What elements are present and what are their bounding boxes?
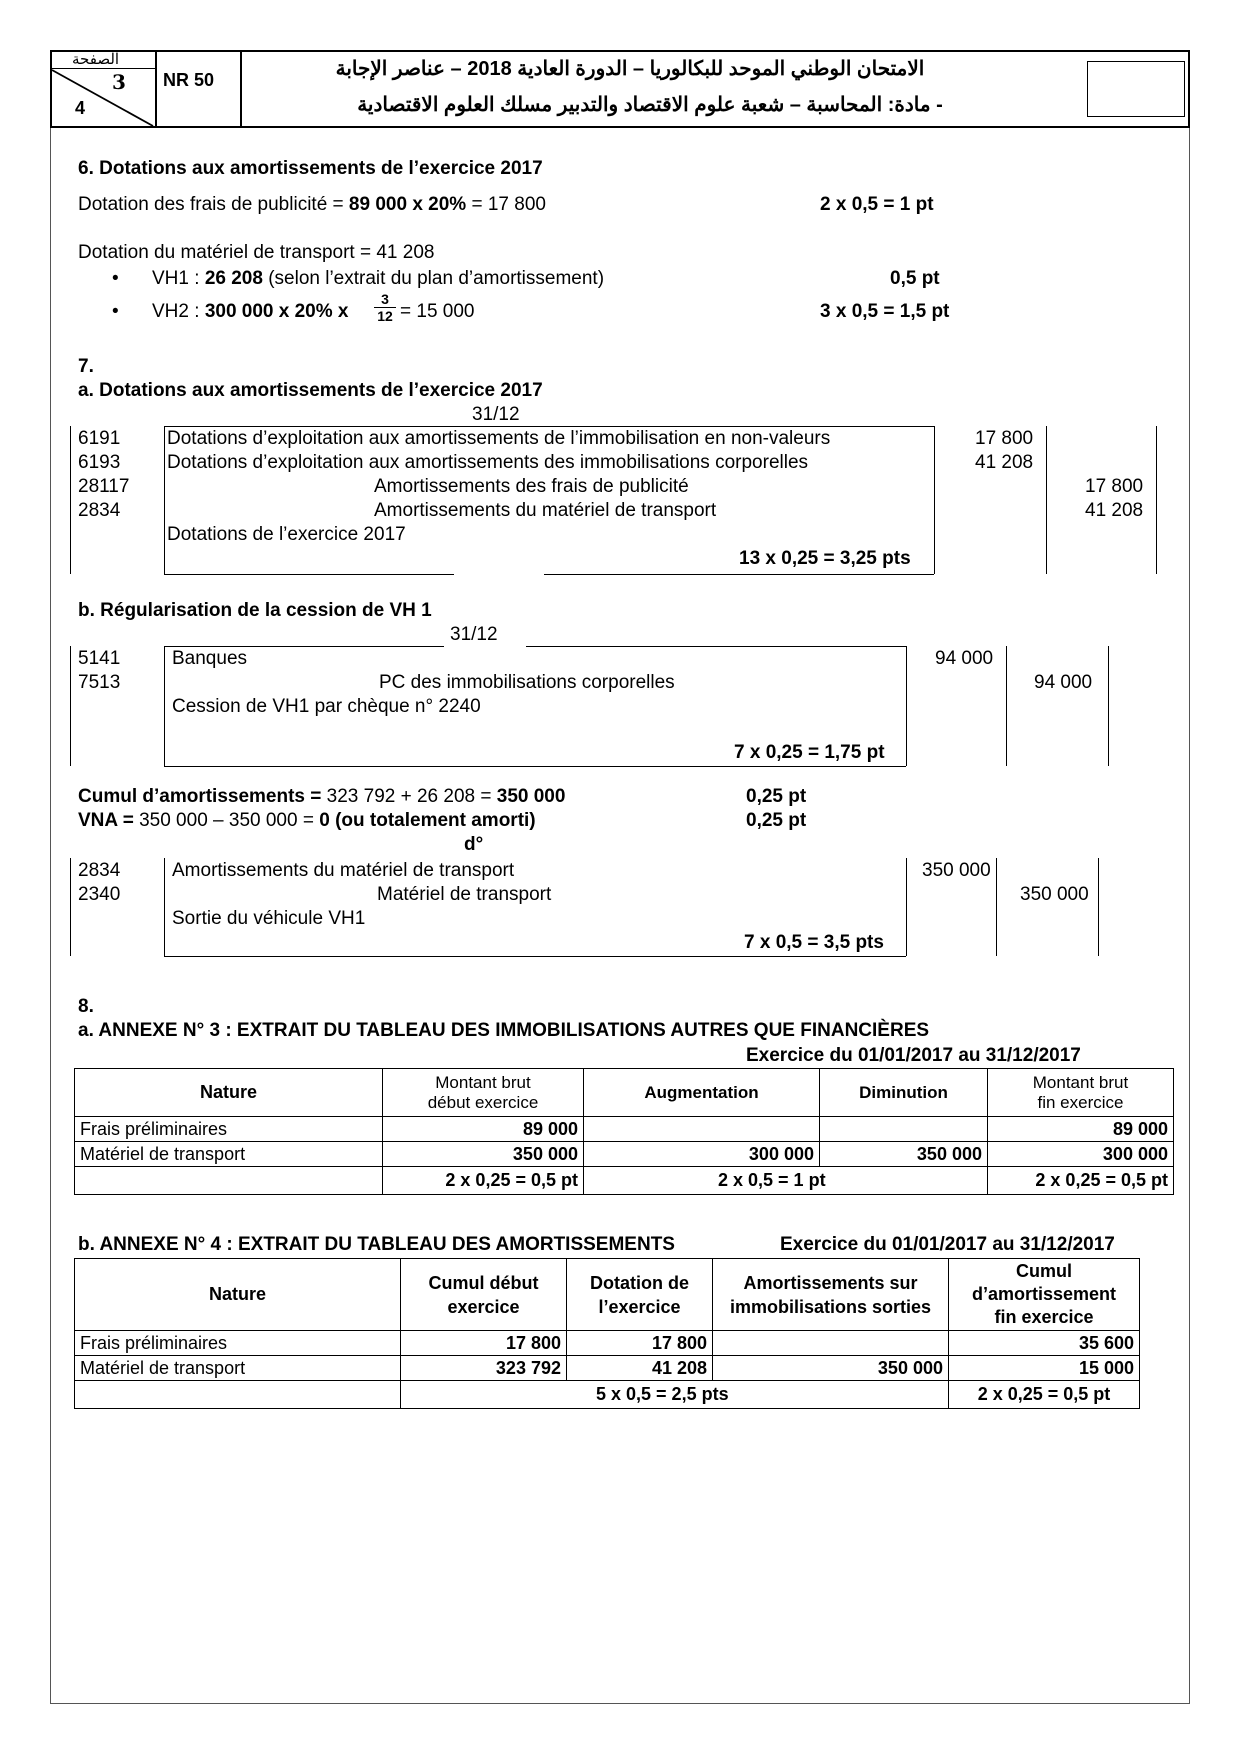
table-header: Dotation de l’exercice xyxy=(567,1259,713,1331)
journal-debit: 41 208 xyxy=(975,452,1034,473)
journal-debit: 94 000 xyxy=(935,648,994,669)
journal-line xyxy=(526,646,906,647)
journal-line xyxy=(164,574,454,575)
table-row xyxy=(75,1117,1174,1142)
journal-line xyxy=(164,426,934,427)
journal-label: Dotations d’exploitation aux amortissements des immobilisations corporelles xyxy=(167,452,809,473)
journal-label: Banques xyxy=(172,648,248,669)
table-cell xyxy=(75,1381,401,1409)
table-cell: 323 792 xyxy=(401,1356,567,1381)
annex3-table xyxy=(74,1068,1174,1195)
journal-account: 2340 xyxy=(78,884,121,905)
exam-code: NR 50 xyxy=(163,70,215,90)
table-points: 2 x 0,25 = 0,5 pt xyxy=(988,1167,1174,1195)
header-divider xyxy=(155,50,157,128)
table-cell: 89 000 xyxy=(988,1117,1174,1142)
table-cell xyxy=(713,1331,949,1356)
table-cell: 41 208 xyxy=(567,1356,713,1381)
journal-description: Dotations de l’exercice 2017 xyxy=(167,524,406,545)
q6-line2: Dotation du matériel de transport = 41 208 xyxy=(78,242,435,263)
journal-line xyxy=(934,426,935,574)
q6-vh2-result: = 15 000 xyxy=(400,301,475,322)
table-points-row xyxy=(75,1381,1140,1409)
cumul-points: 0,25 pt xyxy=(746,786,807,807)
journal-line xyxy=(164,426,165,574)
q6-vh1: VH1 : 26 208 (selon l’extrait du plan d’amortissement) xyxy=(152,268,605,289)
table-cell: 17 800 xyxy=(567,1331,713,1356)
table-cell: 15 000 xyxy=(949,1356,1140,1381)
journal-line xyxy=(70,426,71,574)
journal-line xyxy=(996,858,997,956)
grade-box xyxy=(1087,61,1185,117)
journal-line xyxy=(906,858,907,956)
table-points: 2 x 0,25 = 0,5 pt xyxy=(383,1167,584,1195)
table-cell xyxy=(584,1117,820,1142)
table-header-row xyxy=(75,1069,1174,1117)
journal-label: Dotations d’exploitation aux amortissements de l’immobilisation en non-valeurs xyxy=(167,428,831,449)
table-header: Nature xyxy=(75,1259,401,1331)
journal-line xyxy=(1156,426,1157,574)
table-cell: Matériel de transport xyxy=(75,1356,401,1381)
journal-account: 2834 xyxy=(78,860,121,881)
table-header: Nature xyxy=(75,1069,383,1117)
page-label-ar: الصفحة xyxy=(72,51,120,68)
table-cell: 300 000 xyxy=(988,1142,1174,1167)
journal-label: Matériel de transport xyxy=(377,884,552,905)
journal-line xyxy=(1046,426,1047,574)
q6-line1: Dotation des frais de publicité = 89 000 x 20% = 17 800 xyxy=(78,194,546,215)
journal-line xyxy=(1006,646,1007,766)
q8a-period: Exercice du 01/01/2017 au 31/12/2017 xyxy=(746,1045,1081,1066)
journal-label: Amortissements des frais de publicité xyxy=(374,476,689,497)
table-row xyxy=(75,1356,1140,1381)
table-cell xyxy=(75,1167,383,1195)
journal-line xyxy=(164,956,906,957)
fraction-numerator: 3 xyxy=(381,291,389,307)
header-title-line2: - مادة: المحاسبة – شعبة علوم الاقتصاد والتدبير مسلك العلوم الاقتصادية xyxy=(357,94,943,116)
q6-title: 6. Dotations aux amortissements de l’exercice 2017 xyxy=(78,158,543,179)
journal-account: 2834 xyxy=(78,500,121,521)
table-points: 2 x 0,25 = 0,5 pt xyxy=(949,1381,1140,1409)
journal-line xyxy=(164,646,165,766)
table-header: Cumul d’amortissement fin exercice xyxy=(949,1259,1140,1331)
journal-points: 13 x 0,25 = 3,25 pts xyxy=(739,548,911,569)
journal-label: Amortissements du matériel de transport xyxy=(374,500,717,521)
table-header: Amortissements sur immobilisations sorties xyxy=(713,1259,949,1331)
journal-line xyxy=(70,646,71,766)
q8b-title: b. ANNEXE N° 4 : EXTRAIT DU TABLEAU DES AMORTISSEMENTS xyxy=(78,1234,675,1255)
table-row xyxy=(75,1142,1174,1167)
table-cell: 350 000 xyxy=(820,1142,988,1167)
journal-line xyxy=(70,858,71,956)
q6-vh1-points: 0,5 pt xyxy=(890,268,940,289)
journal-account: 6193 xyxy=(78,452,121,473)
q7-number: 7. xyxy=(78,356,94,377)
page-total: 4 xyxy=(75,98,86,118)
table-points-row xyxy=(75,1167,1174,1195)
q6-vh2: VH2 : 300 000 x 20% x xyxy=(152,301,349,322)
q7c-date: d° xyxy=(464,834,484,855)
table-cell: 300 000 xyxy=(584,1142,820,1167)
journal-line xyxy=(164,766,906,767)
journal-line xyxy=(164,858,165,956)
table-header: Augmentation xyxy=(584,1069,820,1117)
journal-credit: 350 000 xyxy=(1020,884,1089,905)
table-header: Montant brut fin exercice xyxy=(988,1069,1174,1117)
table-points: 5 x 0,5 = 2,5 pts xyxy=(401,1381,949,1409)
bullet-icon: • xyxy=(112,301,119,322)
journal-label: PC des immobilisations corporelles xyxy=(379,672,675,693)
journal-debit: 17 800 xyxy=(975,428,1034,449)
table-header-row xyxy=(75,1259,1140,1331)
q6-vh2-fraction xyxy=(374,291,396,324)
table-cell: 350 000 xyxy=(383,1142,584,1167)
q8b-period: Exercice du 01/01/2017 au 31/12/2017 xyxy=(780,1234,1115,1255)
journal-credit: 94 000 xyxy=(1034,672,1093,693)
journal-points: 7 x 0,5 = 3,5 pts xyxy=(744,932,884,953)
table-header: Diminution xyxy=(820,1069,988,1117)
table-cell: Frais préliminaires xyxy=(75,1331,401,1356)
table-cell: Matériel de transport xyxy=(75,1142,383,1167)
journal-account: 6191 xyxy=(78,428,121,449)
header-divider xyxy=(240,50,242,128)
table-points: 2 x 0,5 = 1 pt xyxy=(584,1167,988,1195)
q8-number: 8. xyxy=(78,996,94,1017)
header-title-line1: الامتحان الوطني الموحد للبكالوريا – الدورة العادية 2018 – عناصر الإجابة xyxy=(335,58,925,80)
bullet-icon: • xyxy=(112,268,119,289)
journal-account: 28117 xyxy=(78,476,130,497)
q7b-title: b. Régularisation de la cession de VH 1 xyxy=(78,600,432,621)
journal-line xyxy=(1108,646,1109,766)
page-diagonal xyxy=(50,68,155,128)
table-cell: 17 800 xyxy=(401,1331,567,1356)
table-header: Montant brut début exercice xyxy=(383,1069,584,1117)
vna-line: VNA = 350 000 – 350 000 = 0 (ou totalement amorti) xyxy=(78,810,536,831)
table-row xyxy=(75,1331,1140,1356)
annex4-table xyxy=(74,1258,1140,1409)
q8a-title: a. ANNEXE N° 3 : EXTRAIT DU TABLEAU DES IMMOBILISATIONS AUTRES QUE FINANCIÈRES xyxy=(78,1020,930,1041)
journal-credit: 17 800 xyxy=(1085,476,1144,497)
journal-account: 5141 xyxy=(78,648,121,669)
table-cell: 350 000 xyxy=(713,1356,949,1381)
journal-debit: 350 000 xyxy=(922,860,991,881)
table-cell: 89 000 xyxy=(383,1117,584,1142)
journal-description: Cession de VH1 par chèque n° 2240 xyxy=(172,696,481,717)
q7b-date: 31/12 xyxy=(450,624,498,645)
table-header: Cumul début exercice xyxy=(401,1259,567,1331)
journal-line xyxy=(544,574,934,575)
journal-points: 7 x 0,25 = 1,75 pt xyxy=(734,742,885,763)
table-cell: Frais préliminaires xyxy=(75,1117,383,1142)
table-cell: 35 600 xyxy=(949,1331,1140,1356)
journal-description: Sortie du véhicule VH1 xyxy=(172,908,366,929)
vna-points: 0,25 pt xyxy=(746,810,807,831)
page-number: 3 xyxy=(112,70,126,94)
q7a-title: a. Dotations aux amortissements de l’exercice 2017 xyxy=(78,380,543,401)
cumul-line: Cumul d’amortissements = 323 792 + 26 208 = 350 000 xyxy=(78,786,566,807)
fraction-denominator: 12 xyxy=(374,307,396,324)
journal-line xyxy=(1098,858,1099,956)
q6-line1-points: 2 x 0,5 = 1 pt xyxy=(820,194,934,215)
journal-line xyxy=(164,646,444,647)
q7a-date: 31/12 xyxy=(472,404,520,425)
journal-account: 7513 xyxy=(78,672,121,693)
q6-vh2-points: 3 x 0,5 = 1,5 pt xyxy=(820,301,950,322)
journal-line xyxy=(906,646,907,766)
table-cell xyxy=(820,1117,988,1142)
journal-label: Amortissements du matériel de transport xyxy=(172,860,515,881)
journal-credit: 41 208 xyxy=(1085,500,1144,521)
